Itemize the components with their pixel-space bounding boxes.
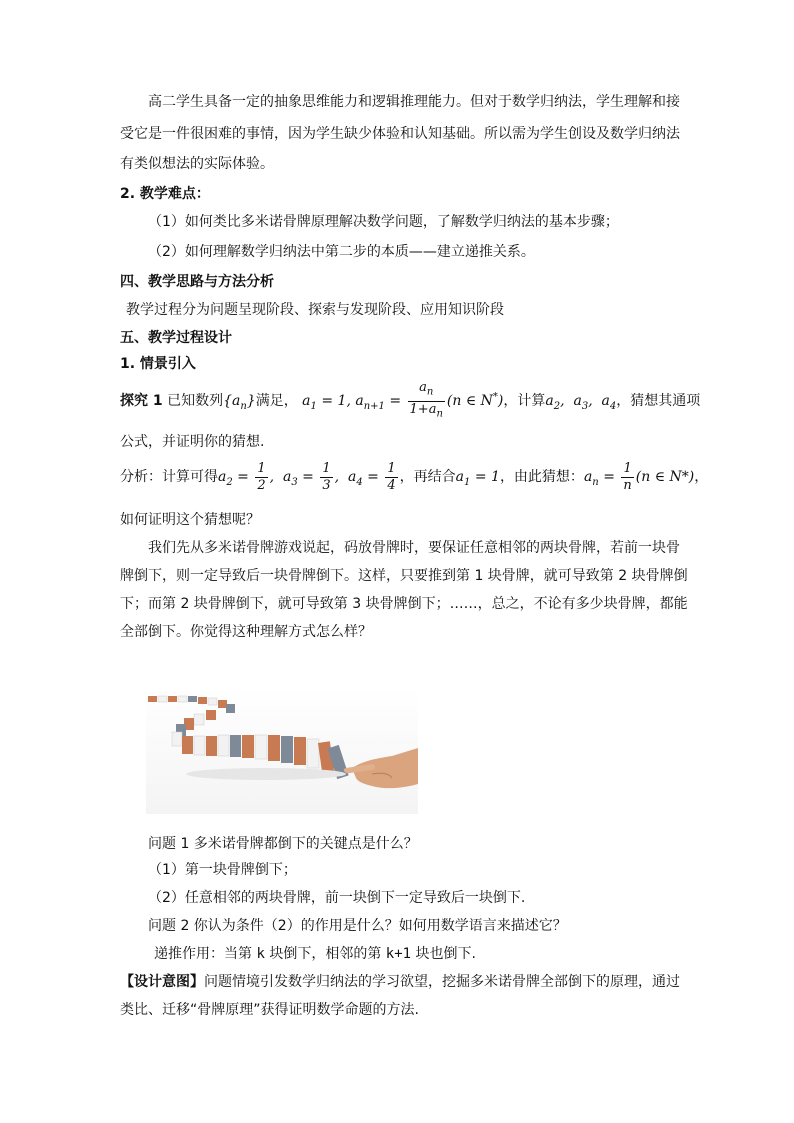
question-2: 问题 2 你认为条件（2）的作用是什么？如何用数学语言来描述它？ [148,918,567,934]
section-5-heading: 五、教学过程设计 [120,330,232,346]
question-1-answer-1: （1）第一块骨牌倒下； [148,862,297,878]
analysis-line-2: 如何证明这个猜想呢？ [120,512,260,528]
section-4-body: 教学过程分为问题呈现阶段、探索与发现阶段、应用知识阶段 [126,302,504,318]
computed-terms: $a_2$ = $\frac{1}{2}$ , $a_3$ = $\frac{1}{3}$ , $a_4$ = $\frac{1}{4}$ [218,460,396,493]
first-term: $a_1 = 1$ [455,469,500,488]
domino-line-2: 牌倒下，则一定导致后一块骨牌倒下。这样，只要推到第 1 块骨牌，就可导致第 2 块骨牌倒 [120,568,688,584]
recurrence-formula: $a_1 = 1$, $a_{n+1}$ = $\frac{a_n}{1+a_n}$ (n ∈ N*) [302,380,504,420]
intro-line-2: 受它是一件很困难的事情，因为学生缺少体验和认知基础。所以需为学生创设及数学归纳法 [120,126,680,142]
explore-1-line-2: 公式，并证明你的猜想. [120,434,265,450]
explore-1-line-1 [120,380,700,424]
terms-to-compute: $a_2$, $a_3$, $a_4$ [545,393,617,412]
section-4-heading: 四、教学思路与方法分析 [120,274,274,290]
explore-1-text-a: 已知数列 [167,393,224,410]
domino-line-4: 全部倒下。你觉得这种理解方式怎么样？ [120,624,372,640]
explore-1-text-b: 满足， [255,393,298,410]
answer-k: k [256,946,265,962]
design-intent-line-2: 类比、迁移“骨牌原理”获得证明数学命题的方法. [120,1002,419,1018]
explore-1-text-d: ，猜想其通项 [616,393,701,410]
answer-text-a: 递推作用：当第 [154,946,252,962]
answer-k-plus-1: k+1 [385,946,412,962]
domino-hand-image [146,688,418,814]
intro-line-1: 高二学生具备一定的抽象思维能力和逻辑推理能力。但对于数学归纳法，学生理解和接 [148,94,680,110]
design-intent-text-1: 问题情境引发数学归纳法的学习欲望，挖掘多米诺骨牌全部倒下的原理，通过 [204,974,680,990]
sequence-symbol: $\{a_n\}$ [223,393,256,412]
conjecture-formula: $a_n$ = $\frac{1}{n}$ (n ∈ N*) [583,460,695,493]
difficulty-item-1: （1）如何类比多米诺骨牌原理解决数学问题，了解数学归纳法的基本步骤； [148,214,619,230]
answer-text-c: 块也倒下. [415,946,476,962]
explore-1-text-c: ，计算 [503,393,546,410]
section-5-subheading: 1. 情景引入 [120,356,196,372]
analysis-text-a: 分析：计算可得 [120,469,218,485]
difficulty-item-2: （2）如何理解数学归纳法中第二步的本质——建立递推关系。 [148,244,535,260]
question-1: 问题 1 多米诺骨牌都倒下的关键点是什么？ [148,836,418,852]
explore-1-label: 探究 1 [120,393,163,410]
analysis-line-1: 分析：计算可得$a_2$ = $\frac{1}{2}$ , $a_3$ = $\frac{1}{3}$ , $a_4$ = $\frac{1}{4}$ ，再结合$a_1 = 1$，由此猜想：$a_n$ = $\frac{1}{n}$ (n ∈ N*)， [120,460,709,493]
difficulty-heading: 2. 教学难点： [120,186,210,202]
analysis-text-b: ，再结合 [399,469,456,485]
design-intent-line-1 [120,972,680,992]
design-intent-label: 【设计意图】 [120,974,204,990]
domino-shadow [186,768,346,780]
domino-line-3: 下；而第 2 块骨牌倒下，就可导致第 3 块骨牌倒下；……，总之，不论有多少块骨牌，都能 [120,596,688,612]
analysis-text-c: ，由此猜想： [499,469,584,485]
answer-text-b: 块倒下，相邻的第 [269,946,382,962]
domino-line-1: 我们先从多米诺骨牌游戏说起，码放骨牌时，要保证任意相邻的两块骨牌，若前一块骨 [148,540,680,556]
intro-line-3: 有类似想法的实际体验。 [120,156,274,172]
question-2-answer [154,944,476,964]
question-1-answer-2: （2）任意相邻的两块骨牌，前一块倒下一定导致后一块倒下. [148,890,526,906]
